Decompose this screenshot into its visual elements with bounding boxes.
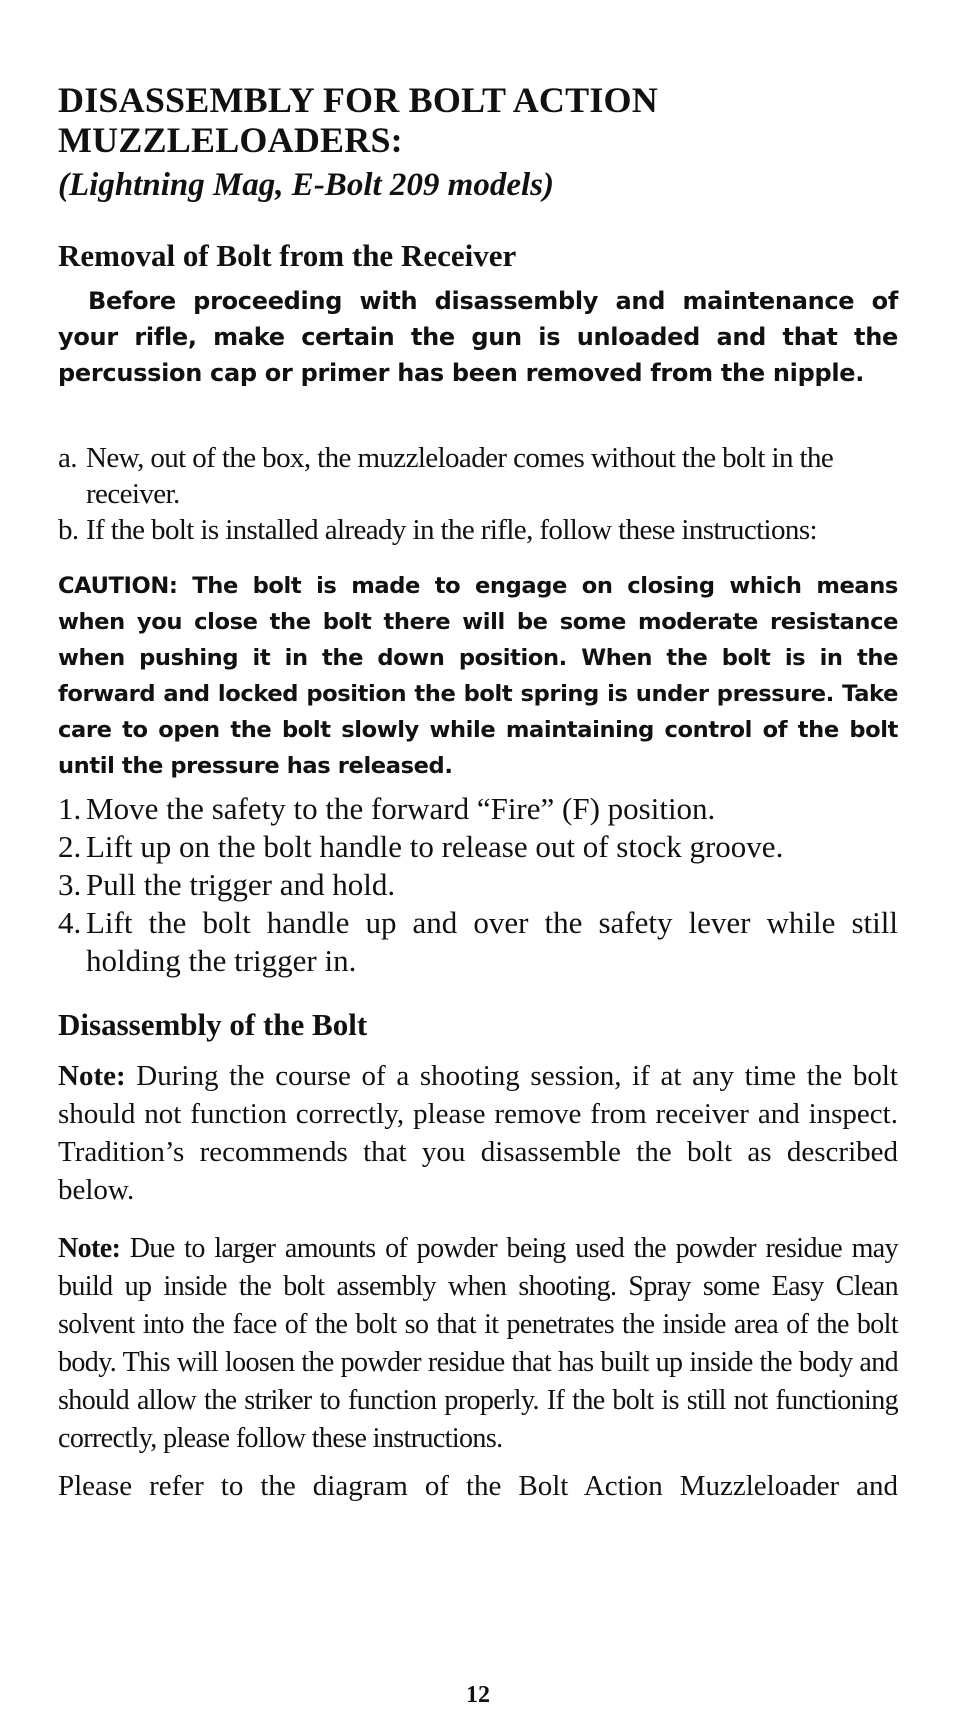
step-number: 4. (58, 905, 82, 940)
section-heading-removal: Removal of Bolt from the Receiver (58, 238, 517, 273)
list-item (58, 512, 898, 548)
list-marker: b. (58, 514, 79, 546)
list-marker: a. (58, 442, 77, 474)
manual-page (58, 0, 898, 1735)
note-paragraph-2 (58, 1230, 898, 1458)
step-item (58, 828, 898, 866)
step-text: Lift up on the bolt handle to release out of stock groove. (86, 829, 784, 864)
step-text: Pull the trigger and hold. (86, 867, 396, 902)
step-text: Lift the bolt handle up and over the safety lever while still holding the trigger in. (86, 905, 898, 978)
note-paragraph-1 (58, 1057, 898, 1209)
list-item-text: If the bolt is installed already in the rifle, follow these instructions: (86, 514, 817, 546)
list-item-text: New, out of the box, the muzzleloader comes without the bolt in the receiver. (86, 442, 834, 510)
refer-paragraph: Please refer to the diagram of the Bolt Action Muzzleloader and (58, 1470, 898, 1502)
note-label: Note: (58, 1233, 121, 1264)
step-item (58, 904, 898, 980)
list-item (58, 440, 898, 512)
safety-warning: Before proceeding with disassembly and maintenance of your rifle, make certain the gun is unloaded and that the percussion cap or primer has been removed from the nipple. (58, 287, 898, 387)
page-title: DISASSEMBLY FOR BOLT ACTION MUZZLELOADERS: (58, 80, 658, 160)
note-text: Due to larger amounts of powder being used the powder residue may build up inside the bolt assembly when shooting. Spray some Easy Clean solvent into the face of the bolt so that it penetrates the inside area of the bolt body. This will loosen the powder residue that has built up inside the body and should allow the striker to function properly. If the bolt is still not functioning correctly, please follow these instructions. (58, 1233, 898, 1454)
step-number: 3. (58, 867, 82, 902)
caution-paragraph: CAUTION: The bolt is made to engage on closing which means when you close the bolt there will be some moderate resistance when pushing it in the down position. When the bolt is in the forward and locked position the bolt spring is under pressure. Take care to open the bolt slowly while maintaining control of the bolt until the pressure has released. (58, 573, 898, 779)
note-label: Note: (58, 1060, 126, 1092)
step-number: 2. (58, 829, 82, 864)
step-text: Move the safety to the forward “Fire” (F) position. (86, 791, 716, 826)
numbered-steps (58, 790, 898, 980)
step-number: 1. (58, 791, 82, 826)
page-subtitle: (Lightning Mag, E-Bolt 209 models) (58, 167, 554, 203)
step-item (58, 866, 898, 904)
step-item (58, 790, 898, 828)
lettered-list (58, 440, 898, 548)
page-number: 12 (466, 1682, 490, 1708)
section-heading-disassembly: Disassembly of the Bolt (58, 1007, 368, 1042)
note-text: During the course of a shooting session, if at any time the bolt should not function correctly, please remove from receiver and inspect. Tradition’s recommends that you disassemble the bolt as described below. (58, 1060, 898, 1206)
